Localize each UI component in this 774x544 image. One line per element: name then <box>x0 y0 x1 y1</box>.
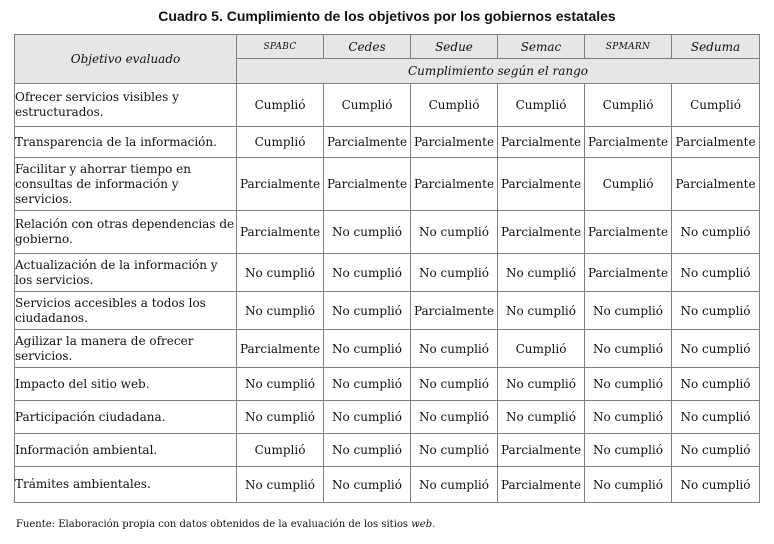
compliance-cell: No cumplió <box>237 467 324 503</box>
compliance-cell: No cumplió <box>498 292 585 330</box>
compliance-cell: No cumplió <box>237 292 324 330</box>
compliance-cell: No cumplió <box>585 467 672 503</box>
objective-cell: Ofrecer servicios visibles y estructurados. <box>15 84 237 127</box>
compliance-cell: Cumplió <box>498 330 585 368</box>
table-row <box>15 368 760 401</box>
footnote-italic: web <box>411 519 433 530</box>
compliance-cell: No cumplió <box>498 254 585 292</box>
table-row <box>15 434 760 467</box>
compliance-cell: Cumplió <box>498 84 585 127</box>
compliance-cell: Cumplió <box>411 84 498 127</box>
compliance-cell: No cumplió <box>498 401 585 434</box>
compliance-table <box>14 34 760 503</box>
table-row <box>15 401 760 434</box>
compliance-cell: Parcialmente <box>498 211 585 254</box>
compliance-cell: Parcialmente <box>411 158 498 211</box>
compliance-cell: No cumplió <box>585 434 672 467</box>
compliance-cell: No cumplió <box>585 292 672 330</box>
compliance-cell: Cumplió <box>237 127 324 158</box>
government-header-sedue: Sedue <box>411 35 498 59</box>
compliance-cell: No cumplió <box>324 434 411 467</box>
government-header-semac: Semac <box>498 35 585 59</box>
source-footnote <box>16 519 435 530</box>
compliance-cell: Cumplió <box>672 84 760 127</box>
compliance-cell: No cumplió <box>411 467 498 503</box>
compliance-cell: Cumplió <box>324 84 411 127</box>
compliance-cell: Parcialmente <box>411 292 498 330</box>
objective-cell: Actualización de la información y los servicios. <box>15 254 237 292</box>
compliance-cell: No cumplió <box>498 368 585 401</box>
compliance-cell: No cumplió <box>672 434 760 467</box>
compliance-cell: Parcialmente <box>411 127 498 158</box>
compliance-cell: No cumplió <box>672 330 760 368</box>
range-header: Cumplimiento según el rango <box>237 59 760 84</box>
compliance-cell: Parcialmente <box>324 158 411 211</box>
table-row <box>15 127 760 158</box>
compliance-cell: Parcialmente <box>498 434 585 467</box>
compliance-cell: No cumplió <box>237 401 324 434</box>
compliance-cell: Cumplió <box>585 158 672 211</box>
objective-cell: Impacto del sitio web. <box>15 368 237 401</box>
compliance-cell: Parcialmente <box>498 158 585 211</box>
objective-cell: Información ambiental. <box>15 434 237 467</box>
objective-column-header: Objetivo evaluado <box>15 35 237 84</box>
objective-cell: Participación ciudadana. <box>15 401 237 434</box>
compliance-cell: No cumplió <box>411 368 498 401</box>
government-header-cedes: Cedes <box>324 35 411 59</box>
compliance-cell: No cumplió <box>324 254 411 292</box>
compliance-cell: Parcialmente <box>585 211 672 254</box>
government-header-spmarn: SPMARN <box>585 35 672 59</box>
table-row <box>15 330 760 368</box>
footnote-suffix: . <box>432 519 436 530</box>
compliance-cell: No cumplió <box>585 330 672 368</box>
government-header-spabc: SPABC <box>237 35 324 59</box>
compliance-cell: No cumplió <box>411 401 498 434</box>
compliance-cell: No cumplió <box>672 254 760 292</box>
compliance-cell: Parcialmente <box>498 127 585 158</box>
compliance-cell: No cumplió <box>411 211 498 254</box>
objective-cell: Transparencia de la información. <box>15 127 237 158</box>
footnote-text: Fuente: Elaboración propia con datos obtenidos de la evaluación de los sitios <box>16 519 412 530</box>
compliance-cell: No cumplió <box>324 368 411 401</box>
compliance-cell: Parcialmente <box>585 127 672 158</box>
compliance-cell: No cumplió <box>324 401 411 434</box>
compliance-cell: No cumplió <box>324 211 411 254</box>
compliance-cell: Parcialmente <box>237 158 324 211</box>
compliance-cell: Parcialmente <box>672 158 760 211</box>
compliance-cell: Parcialmente <box>498 467 585 503</box>
government-header-row <box>15 35 760 59</box>
objective-cell: Relación con otras dependencias de gobierno. <box>15 211 237 254</box>
table-title: Cuadro 5. Cumplimiento de los objetivos por los gobiernos estatales <box>158 8 616 24</box>
compliance-cell: No cumplió <box>585 401 672 434</box>
compliance-cell: No cumplió <box>672 292 760 330</box>
table-row <box>15 254 760 292</box>
compliance-cell: No cumplió <box>411 330 498 368</box>
compliance-cell: No cumplió <box>324 467 411 503</box>
objective-cell: Trámites ambientales. <box>15 467 237 503</box>
objective-cell: Facilitar y ahorrar tiempo en consultas de información y servicios. <box>15 158 237 211</box>
compliance-cell: Parcialmente <box>324 127 411 158</box>
compliance-cell: No cumplió <box>411 434 498 467</box>
objective-cell: Agilizar la manera de ofrecer servicios. <box>15 330 237 368</box>
table-row <box>15 158 760 211</box>
table-body <box>15 84 760 503</box>
table-row <box>15 467 760 503</box>
table-row <box>15 292 760 330</box>
compliance-cell: Parcialmente <box>237 330 324 368</box>
compliance-cell: No cumplió <box>672 211 760 254</box>
compliance-cell: No cumplió <box>672 401 760 434</box>
compliance-cell: No cumplió <box>672 368 760 401</box>
compliance-cell: No cumplió <box>411 254 498 292</box>
compliance-cell: Cumplió <box>237 84 324 127</box>
government-header-seduma: Seduma <box>672 35 760 59</box>
compliance-cell: No cumplió <box>672 467 760 503</box>
compliance-cell: No cumplió <box>237 368 324 401</box>
compliance-cell: Cumplió <box>237 434 324 467</box>
compliance-cell: Cumplió <box>585 84 672 127</box>
table-row <box>15 84 760 127</box>
compliance-cell: No cumplió <box>237 254 324 292</box>
table-row <box>15 211 760 254</box>
compliance-cell: Parcialmente <box>585 254 672 292</box>
compliance-cell: Parcialmente <box>672 127 760 158</box>
compliance-cell: Parcialmente <box>237 211 324 254</box>
objective-cell: Servicios accesibles a todos los ciudadanos. <box>15 292 237 330</box>
compliance-cell: No cumplió <box>324 292 411 330</box>
compliance-cell: No cumplió <box>324 330 411 368</box>
compliance-cell: No cumplió <box>585 368 672 401</box>
